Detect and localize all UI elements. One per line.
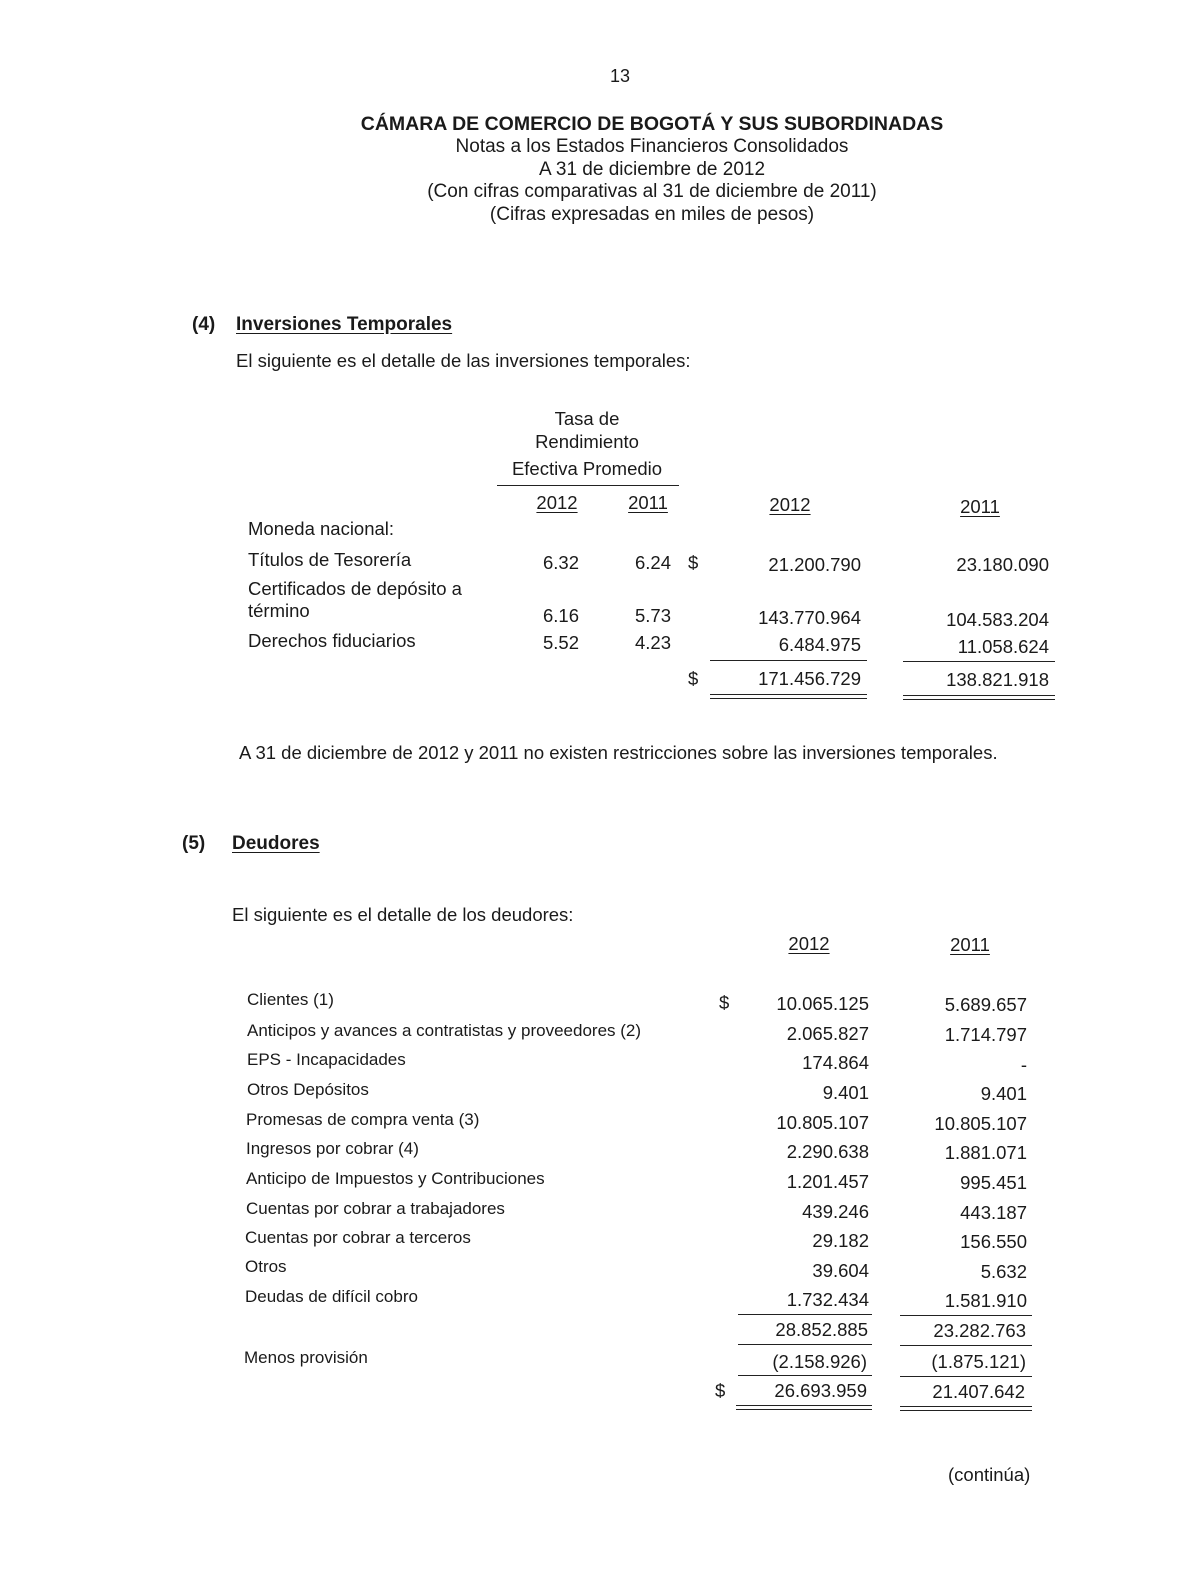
provision-2012: (2.158.926) bbox=[772, 1351, 867, 1372]
currency-symbol: $ bbox=[719, 992, 730, 1013]
investment-2011: 23.180.090 bbox=[956, 554, 1049, 575]
continued-label: (continúa) bbox=[948, 1464, 1031, 1485]
debtor-2011: 1.714.797 bbox=[944, 1024, 1027, 1045]
company-title: CÁMARA DE COMERCIO DE BOGOTÁ Y SUS SUBORDINADAS bbox=[360, 113, 944, 135]
total-rule-2012 bbox=[710, 660, 867, 661]
investment-2011: 11.058.624 bbox=[957, 636, 1049, 657]
total-double-rule-2012 bbox=[710, 694, 867, 699]
header-units: (Cifras expresadas en miles de pesos) bbox=[489, 203, 815, 225]
section-5-intro: El siguiente es el detalle de los deudores: bbox=[232, 904, 574, 925]
currency-symbol: $ bbox=[688, 552, 699, 573]
investment-label: Títulos de Tesorería bbox=[248, 549, 412, 570]
rate-header-rule bbox=[497, 485, 679, 486]
debtor-label: Ingresos por cobrar (4) bbox=[246, 1139, 419, 1158]
investment-rate-2012: 6.32 bbox=[542, 552, 579, 573]
debtor-2011: 10.805.107 bbox=[934, 1113, 1027, 1134]
total-double-rule-2011 bbox=[903, 695, 1055, 700]
section-4-number: (4) bbox=[192, 314, 216, 335]
debtor-2011: 5.632 bbox=[980, 1261, 1027, 1282]
debtor-label: Otros Depósitos bbox=[247, 1080, 369, 1099]
debtor-2011: - bbox=[1020, 1054, 1027, 1075]
investment-label-line2: término bbox=[248, 600, 310, 621]
group-label: Moneda nacional: bbox=[248, 518, 395, 539]
col-amount-2012: 2012 bbox=[769, 494, 811, 515]
provision-2011: (1.875.121) bbox=[931, 1351, 1026, 1372]
subtotal-rule-2011 bbox=[900, 1315, 1032, 1316]
debtor-2011: 443.187 bbox=[960, 1202, 1027, 1223]
restrictions-note: A 31 de diciembre de 2012 y 2011 no existen restricciones sobre las inversiones temporales. bbox=[239, 742, 998, 763]
provision-rule-2012 bbox=[738, 1375, 872, 1376]
debtor-2011: 1.581.910 bbox=[944, 1290, 1027, 1311]
debtor-label: Promesas de compra venta (3) bbox=[246, 1110, 480, 1129]
debtor-label: Otros bbox=[245, 1257, 287, 1276]
investment-rate-2011: 5.73 bbox=[634, 605, 671, 626]
debtor-2011: 1.881.071 bbox=[944, 1142, 1027, 1163]
investment-2012: 6.484.975 bbox=[778, 634, 861, 655]
investment-2012: 143.770.964 bbox=[758, 607, 861, 628]
header-subtitle: Notas a los Estados Financieros Consolidados bbox=[455, 136, 849, 157]
section-5-number: (5) bbox=[182, 833, 206, 854]
subtotal-bottom-rule-2011 bbox=[900, 1345, 1032, 1346]
investment-label: Derechos fiduciarios bbox=[248, 630, 416, 651]
debtor-2012: 439.246 bbox=[802, 1201, 869, 1222]
debtor-2012: 10.065.125 bbox=[776, 993, 869, 1014]
debtor-2012: 174.864 bbox=[802, 1052, 869, 1073]
investment-label-line1: Certificados de depósito a bbox=[248, 578, 462, 599]
investment-rate-2012: 5.52 bbox=[542, 632, 579, 653]
rate-header-line3: Efectiva Promedio bbox=[511, 458, 663, 479]
debtor-2011: 156.550 bbox=[960, 1231, 1027, 1252]
rate-header-line2: Rendimiento bbox=[535, 431, 639, 452]
document-header bbox=[0, 112, 1190, 226]
section-5-title: Deudores bbox=[232, 833, 320, 854]
debtor-2012: 2.290.638 bbox=[786, 1141, 869, 1162]
debtors-total-2012: 26.693.959 bbox=[774, 1380, 867, 1401]
provision-label: Menos provisión bbox=[244, 1348, 368, 1367]
debtors-subtotal-2011: 23.282.763 bbox=[933, 1320, 1026, 1341]
page-number: 13 bbox=[609, 66, 631, 86]
debtor-2011: 5.689.657 bbox=[944, 994, 1027, 1015]
debtor-2011: 9.401 bbox=[980, 1083, 1027, 1104]
debtor-label: Cuentas por cobrar a trabajadores bbox=[246, 1199, 505, 1218]
debtor-label: Clientes (1) bbox=[247, 990, 334, 1009]
col-amount-2011: 2011 bbox=[960, 496, 1000, 517]
debtor-2012: 10.805.107 bbox=[776, 1112, 869, 1133]
debtor-label: EPS - Incapacidades bbox=[247, 1050, 406, 1069]
header-date: A 31 de diciembre de 2012 bbox=[538, 158, 766, 180]
debtor-2012: 29.182 bbox=[812, 1230, 869, 1251]
debtors-total-double-rule-2011 bbox=[900, 1406, 1032, 1411]
investment-2011: 104.583.204 bbox=[946, 609, 1049, 630]
subtotal-bottom-rule-2012 bbox=[738, 1344, 872, 1345]
col-rate-2012: 2012 bbox=[536, 492, 578, 513]
col-rate-2011: 2011 bbox=[628, 492, 668, 513]
investment-rate-2011: 6.24 bbox=[634, 552, 671, 573]
debtor-2012: 9.401 bbox=[822, 1082, 869, 1103]
debtor-2011: 995.451 bbox=[960, 1172, 1027, 1193]
total-currency-symbol: $ bbox=[688, 668, 699, 689]
debtors-total-2011: 21.407.642 bbox=[932, 1381, 1025, 1402]
debtors-total-double-rule-2012 bbox=[736, 1405, 872, 1410]
header-comparative: (Con cifras comparativas al 31 de diciembre de 2011) bbox=[427, 181, 877, 202]
debtor-2012: 2.065.827 bbox=[786, 1023, 869, 1044]
investment-rate-2012: 6.16 bbox=[542, 605, 579, 626]
investments-total-2011: 138.821.918 bbox=[946, 669, 1049, 690]
total-rule-2011 bbox=[903, 661, 1055, 662]
investment-2012: 21.200.790 bbox=[768, 554, 861, 575]
rate-header-line1: Tasa de bbox=[554, 408, 620, 429]
section-4-intro: El siguiente es el detalle de las inversiones temporales: bbox=[236, 350, 691, 371]
col-debtors-2012: 2012 bbox=[788, 933, 830, 954]
debtor-2012: 1.732.434 bbox=[786, 1289, 869, 1310]
section-4-title: Inversiones Temporales bbox=[236, 314, 453, 335]
provision-rule-2011 bbox=[900, 1376, 1032, 1377]
debtor-2012: 1.201.457 bbox=[786, 1171, 869, 1192]
investment-rate-2011: 4.23 bbox=[634, 632, 671, 653]
total-currency-symbol: $ bbox=[715, 1380, 726, 1401]
debtor-2012: 39.604 bbox=[812, 1260, 869, 1281]
subtotal-rule-2012 bbox=[738, 1314, 872, 1315]
debtors-subtotal-2012: 28.852.885 bbox=[775, 1319, 868, 1340]
col-debtors-2011: 2011 bbox=[950, 934, 990, 955]
investments-total-2012: 171.456.729 bbox=[758, 668, 861, 689]
debtor-label: Anticipos y avances a contratistas y proveedores (2) bbox=[247, 1021, 642, 1040]
debtor-label: Cuentas por cobrar a terceros bbox=[245, 1228, 471, 1247]
debtor-label: Anticipo de Impuestos y Contribuciones bbox=[246, 1169, 545, 1188]
debtor-label: Deudas de difícil cobro bbox=[245, 1287, 418, 1306]
